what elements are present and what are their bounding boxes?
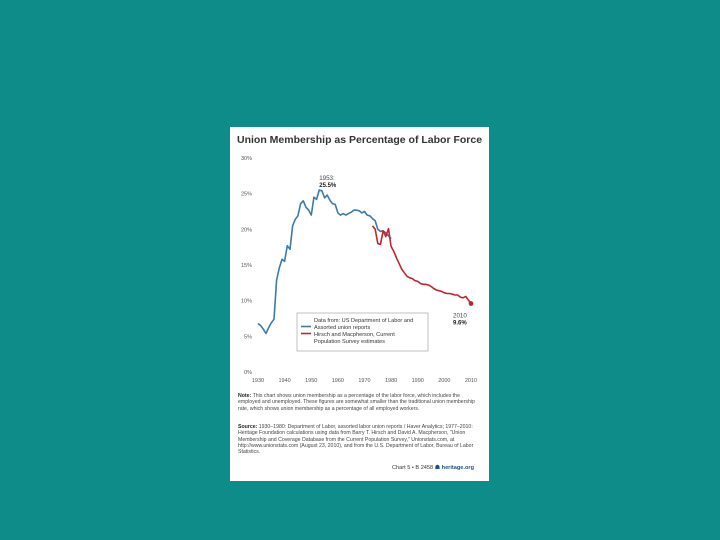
x-tick-label: 1980 bbox=[385, 378, 398, 384]
peak-year-label: 1953: bbox=[319, 175, 335, 183]
y-tick-label: 10% bbox=[240, 298, 252, 305]
legend-label: Hirsch and Macpherson, Current bbox=[314, 332, 395, 338]
footer-chart-id: Chart 5 • B 2458 bbox=[392, 465, 434, 471]
x-tick-label: 1940 bbox=[278, 378, 291, 384]
end-point-marker bbox=[469, 301, 474, 306]
chart-footer bbox=[392, 464, 474, 471]
legend-label: Data from: US Department of Labor and bbox=[314, 318, 414, 324]
end-year-label: 2010 bbox=[453, 312, 467, 320]
series-line-2 bbox=[373, 226, 472, 304]
x-tick-label: 1990 bbox=[411, 378, 424, 384]
end-value-label: 9.6% bbox=[453, 320, 467, 327]
series-line-1 bbox=[258, 190, 391, 333]
y-tick-label: 5% bbox=[244, 334, 252, 341]
source-label: Source: bbox=[238, 424, 258, 430]
y-tick-label: 25% bbox=[240, 191, 252, 198]
x-tick-label: 1930 bbox=[251, 378, 265, 384]
building-icon: ☗ bbox=[434, 465, 441, 471]
peak-value-label: 25.5% bbox=[319, 183, 337, 190]
y-tick-label: 30% bbox=[240, 156, 252, 162]
chart-card bbox=[230, 127, 489, 481]
x-tick-label: 2010 bbox=[464, 378, 478, 384]
source-text: 1930–1980: Department of Labor, assorted labor union reports / Haver Analytics; 1977–2010: Heritage Foundation calculations using data from Barry T. Hirsch and David A. Macpherson, "Union Membership and Coverage Database from the Current Population Survey," Unionstats.com, at http://www.unionstats.com (August 23, 2010), and from the U.S. Department of Labor, Bureau of Labor Statistics. bbox=[238, 424, 474, 456]
chart-source bbox=[238, 424, 483, 455]
chart-note bbox=[238, 393, 483, 412]
x-tick-label: 1950 bbox=[305, 378, 318, 384]
footer-site: heritage.org bbox=[441, 465, 474, 471]
y-tick-label: 15% bbox=[240, 263, 252, 269]
legend-label: Assorted union reports bbox=[314, 325, 371, 331]
legend-label: Population Survey estimates bbox=[314, 339, 385, 345]
chart-title: Union Membership as Percentage of Labor Force bbox=[237, 134, 483, 146]
y-tick-label: 0% bbox=[244, 370, 252, 376]
x-tick-label: 2000 bbox=[438, 378, 451, 384]
x-tick-label: 1960 bbox=[331, 378, 344, 384]
y-tick-label: 20% bbox=[240, 227, 252, 234]
note-label: Note: bbox=[238, 393, 252, 399]
x-tick-label: 1970 bbox=[358, 378, 371, 384]
line-chart bbox=[230, 127, 489, 389]
note-text: This chart shows union membership as a percentage of the labor force, which includes the employed and unemployed. These figures are somewhat smaller than the traditional union membership rate, which shows union membership as a percentage of all employed workers. bbox=[238, 393, 475, 412]
